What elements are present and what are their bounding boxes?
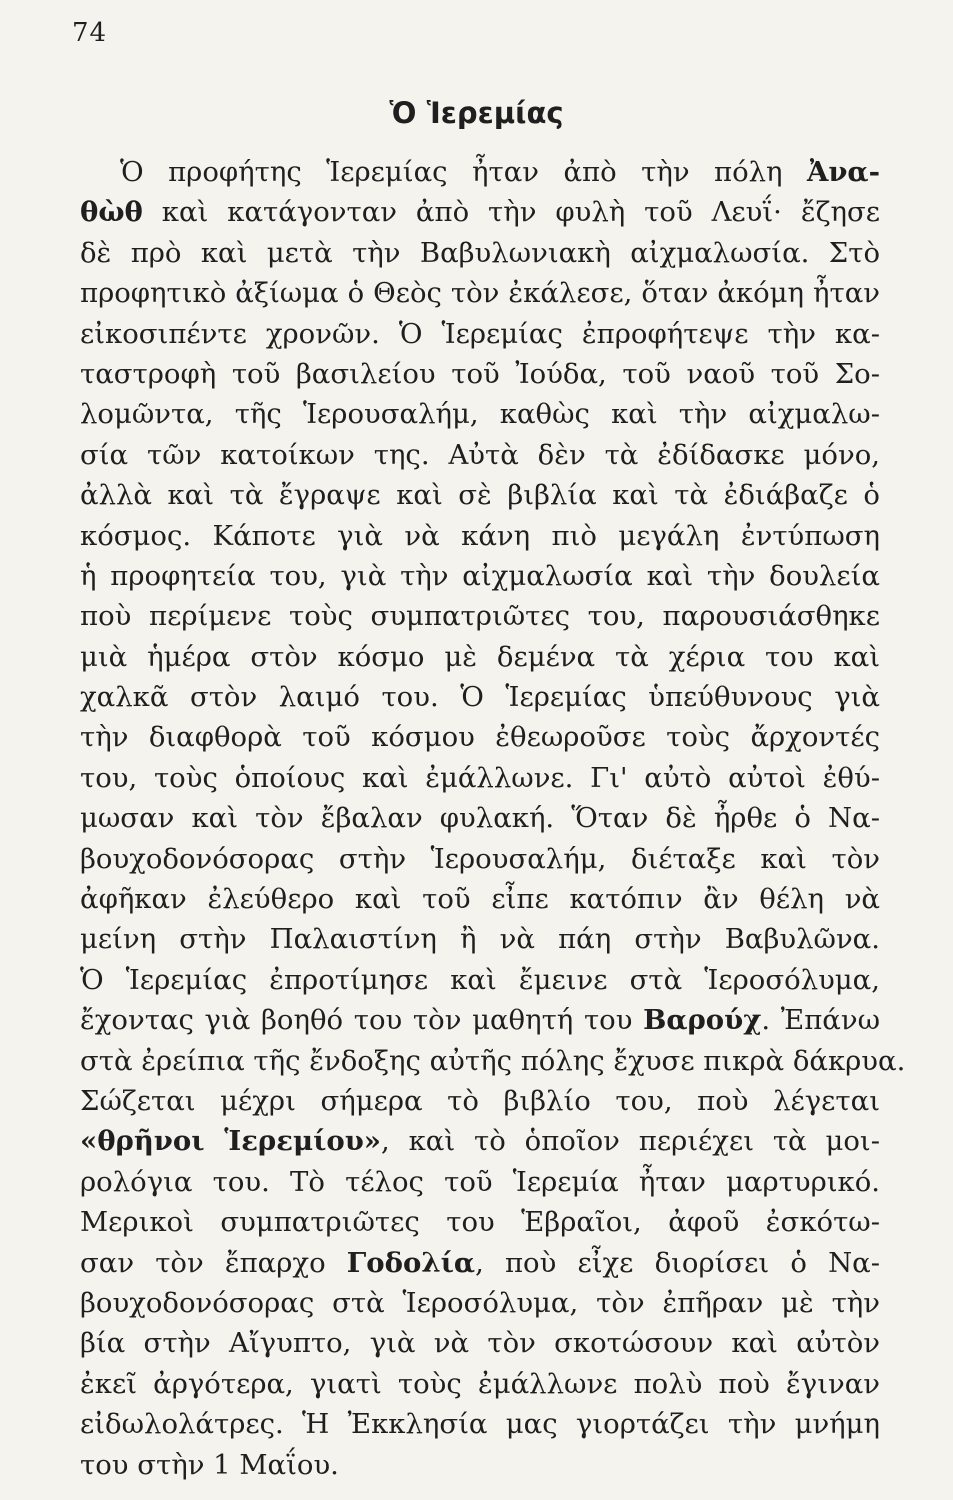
text-line — [80, 475, 880, 515]
text-line — [80, 1323, 880, 1363]
text-segment: Σώζεται μέχρι σήμερα τὸ βιβλίο του, ποὺ λέγεται — [80, 1084, 880, 1117]
chapter-title: Ὁ Ἱερεμίας — [389, 96, 564, 130]
text-segment: βουχοδονόσορας στὰ Ἱεροσόλυμα, τὸν ἐπῆραν μὲ τὴν — [80, 1286, 880, 1319]
text-body — [80, 152, 906, 1485]
text-segment: ἀφῆκαν ἐλεύθερο καὶ τοῦ εἶπε κατόπιν ἂν θέλη νὰ — [80, 883, 880, 916]
text-line — [80, 960, 880, 1000]
text-segment: ἡ προφητεία του, γιὰ τὴν αἰχμαλωσία καὶ τὴν δουλεία — [80, 559, 880, 592]
text-line — [80, 516, 880, 556]
text-segment: σία τῶν κατοίκων της. Αὐτὰ δὲν τὰ ἐδίδασκε μόνο, — [80, 438, 880, 471]
text-line — [80, 1445, 880, 1485]
text-line — [80, 354, 880, 394]
text-line — [80, 1041, 906, 1081]
text-segment: ἔχοντας γιὰ βοηθό του τὸν μαθητή του — [80, 1004, 644, 1037]
text-segment: ρολόγια του. Τὸ τέλος τοῦ Ἱερεμία ἦταν μαρτυρικό. — [80, 1165, 880, 1198]
text-segment: χαλκᾶ στὸν λαιμό του. Ὁ Ἱερεμίας ὑπεύθυνους γιὰ — [80, 681, 880, 714]
text-line — [80, 758, 880, 798]
text-segment: βία στὴν Αἴγυπτο, γιὰ νὰ τὸν σκοτώσουν καὶ αὐτὸν — [80, 1327, 880, 1360]
text-line — [80, 1283, 880, 1323]
text-segment: , καὶ τὸ ὁποῖον περιέχει τὰ μοι- — [381, 1125, 881, 1158]
text-segment: ἐκεῖ ἀργότερα, γιατὶ τοὺς ἐμάλλωνε πολὺ ποὺ ἔγιναν — [80, 1367, 880, 1400]
text-segment: του, τοὺς ὁποίους καὶ ἐμάλλωνε. Γι' αὐτὸ αὐτοὶ ἐθύ- — [80, 761, 880, 794]
bold-term: θὼθ — [80, 196, 143, 229]
text-segment: Ὁ Ἱερεμίας ἐπροτίμησε καὶ ἔμεινε στὰ Ἱεροσόλυμα, — [80, 963, 880, 996]
text-line — [80, 394, 880, 434]
text-line — [80, 637, 880, 677]
text-line — [80, 677, 880, 717]
text-line — [80, 1243, 880, 1283]
text-segment: κόσμος. Κάποτε γιὰ νὰ κάνη πιὸ μεγάλη ἐντύπωση — [80, 519, 880, 552]
text-line — [80, 556, 880, 596]
text-segment: μείνη στὴν Παλαιστίνη ἢ νὰ πάη στὴν Βαβυλῶνα. — [80, 923, 880, 956]
text-segment: Ὁ προφήτης Ἱερεμίας ἦταν ἀπὸ τὴν πόλη — [120, 156, 807, 188]
text-segment: μωσαν καὶ τὸν ἔβαλαν φυλακή. Ὅταν δὲ ἦρθε ὁ Να- — [80, 802, 880, 835]
text-segment: . Ἐπάνω — [761, 1004, 880, 1037]
text-line — [80, 717, 880, 757]
text-line — [80, 192, 880, 232]
text-segment: μιὰ ἡμέρα στὸν κόσμο μὲ δεμένα τὰ χέρια του καὶ — [80, 640, 880, 673]
text-segment: σαν τὸν ἔπαρχο — [80, 1246, 347, 1279]
text-segment: Μερικοὶ συμπατριῶτες του Ἑβραῖοι, ἀφοῦ ἐσκότω- — [80, 1206, 880, 1239]
page-number: 74 — [72, 18, 108, 48]
text-segment: στὰ ἐρείπια τῆς ἔνδοξης αὐτῆς πόλης ἔχυσε πικρὰ δάκρυα. — [80, 1044, 906, 1077]
text-line — [80, 314, 880, 354]
bold-term: «θρῆνοι Ἱερεμίου» — [80, 1125, 381, 1158]
text-line — [80, 1202, 880, 1242]
text-segment: ἀλλὰ καὶ τὰ ἔγραψε καὶ σὲ βιβλία καὶ τὰ ἐδιάβαζε ὁ — [80, 479, 880, 512]
text-line — [80, 1364, 880, 1404]
text-line — [80, 839, 880, 879]
text-line — [80, 152, 880, 192]
text-segment: του στὴν 1 Μαΐου. — [80, 1448, 339, 1481]
bold-term: Ἀνα- — [807, 156, 880, 188]
text-segment: καὶ κατάγονταν ἀπὸ τὴν φυλὴ τοῦ Λευΐ· ἔζησε — [142, 196, 880, 229]
text-segment: δὲ πρὸ καὶ μετὰ τὴν Βαβυλωνιακὴ αἰχμαλωσία. Στὸ — [80, 236, 880, 269]
text-line — [80, 1162, 880, 1202]
text-line — [80, 596, 880, 636]
text-segment: βουχοδονόσορας στὴν Ἱερουσαλήμ, διέταξε καὶ τὸν — [80, 842, 880, 875]
text-line — [80, 1000, 880, 1040]
text-line — [80, 233, 880, 273]
bold-term: Βαρούχ — [643, 1004, 762, 1037]
text-line — [80, 1081, 880, 1121]
text-segment: ταστροφὴ τοῦ βασιλείου τοῦ Ἰούδα, τοῦ ναοῦ τοῦ Σο- — [80, 357, 880, 390]
text-line — [80, 435, 880, 475]
text-line — [80, 919, 880, 959]
bold-term: Γοδολία — [346, 1246, 476, 1279]
text-segment: εἰδωλολάτρες. Ἡ Ἐκκλησία μας γιορτάζει τὴν μνήμη — [80, 1408, 880, 1441]
text-segment: προφητικὸ ἀξίωμα ὁ Θεὸς τὸν ἐκάλεσε, ὅταν ἀκόμη ἦταν — [80, 277, 880, 310]
text-segment: λομῶντα, τῆς Ἱερουσαλήμ, καθὼς καὶ τὴν αἰχμαλω- — [80, 398, 880, 431]
text-segment: , ποὺ εἶχε διορίσει ὁ Να- — [475, 1246, 880, 1279]
text-line — [80, 798, 880, 838]
text-segment: εἰκοσιπέντε χρονῶν. Ὁ Ἱερεμίας ἐπροφήτεψε τὴν κα- — [80, 317, 880, 350]
text-line — [80, 273, 880, 313]
text-line — [80, 1121, 880, 1161]
text-line — [80, 1404, 880, 1444]
text-segment: ποὺ περίμενε τοὺς συμπατριῶτες του, παρουσιάσθηκε — [80, 600, 880, 633]
text-segment: τὴν διαφθορὰ τοῦ κόσμου ἐθεωροῦσε τοὺς ἄρχοντές — [80, 721, 880, 754]
text-line — [80, 879, 880, 919]
